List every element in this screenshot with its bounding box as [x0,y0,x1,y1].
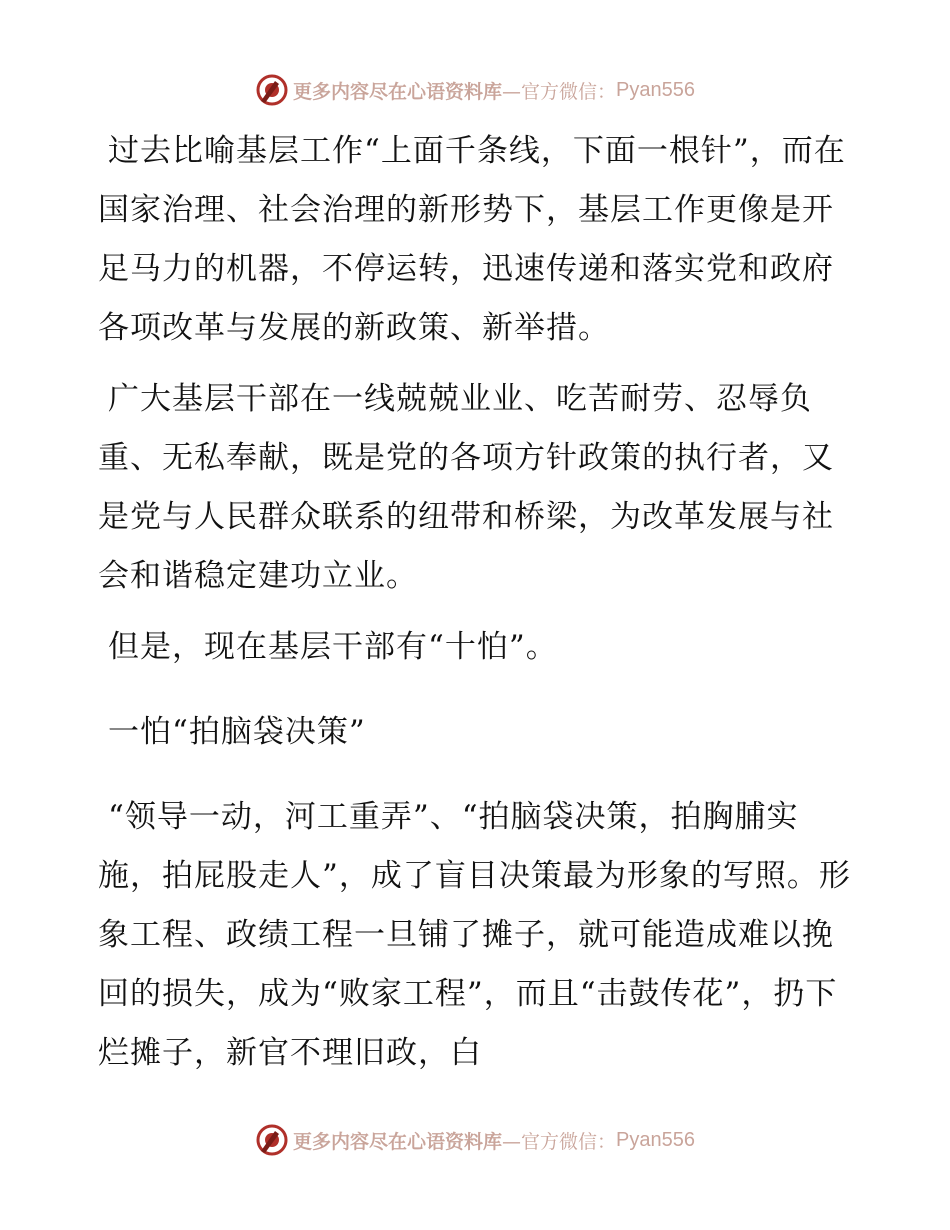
watermark-separator: —官方微信： [502,1130,617,1153]
watermark-separator: —官方微信： [502,80,617,103]
watermark-brand: Pyan556 [616,1128,695,1151]
footer-watermark [0,1120,950,1160]
paragraph-2: 广大基层干部在一线兢兢业业、吃苦耐劳、忍辱负重、无私奉献，既是党的各项方针政策的执行者，又是党与人民群众联系的纽带和桥梁，为改革发展与社会和谐稳定建功立业。 [98,381,834,594]
pen-logo-icon [255,73,289,107]
watermark-brand: Pyan556 [616,78,695,101]
pen-logo-icon [255,1123,289,1157]
watermark-text: 更多内容尽在心语资料库 [293,1130,503,1153]
watermark-text: 更多内容尽在心语资料库 [293,80,503,103]
section-heading: 一怕“拍脑袋决策” [108,714,366,750]
document-body [98,122,858,1095]
paragraph-5: “领导一动，河工重弄”、“拍脑袋决策，拍胸脯实施，拍屁股走人”，成了盲目决策最为形象的写照。形象工程、政绩工程一旦铺了摊子，就可能造成难以挽回的损失，成为“败家工程”，而且“击鼓传花”，扔下烂摊子，新官不理旧政，白 [98,799,851,1071]
header-watermark [0,70,950,110]
paragraph-3: 但是，现在基层干部有“十怕”。 [108,629,558,665]
paragraph-1: 过去比喻基层工作“上面千条线，下面一根针”，而在国家治理、社会治理的新形势下，基层工作更像是开足马力的机器，不停运转，迅速传递和落实党和政府各项改革与发展的新政策、新举措。 [98,133,846,346]
